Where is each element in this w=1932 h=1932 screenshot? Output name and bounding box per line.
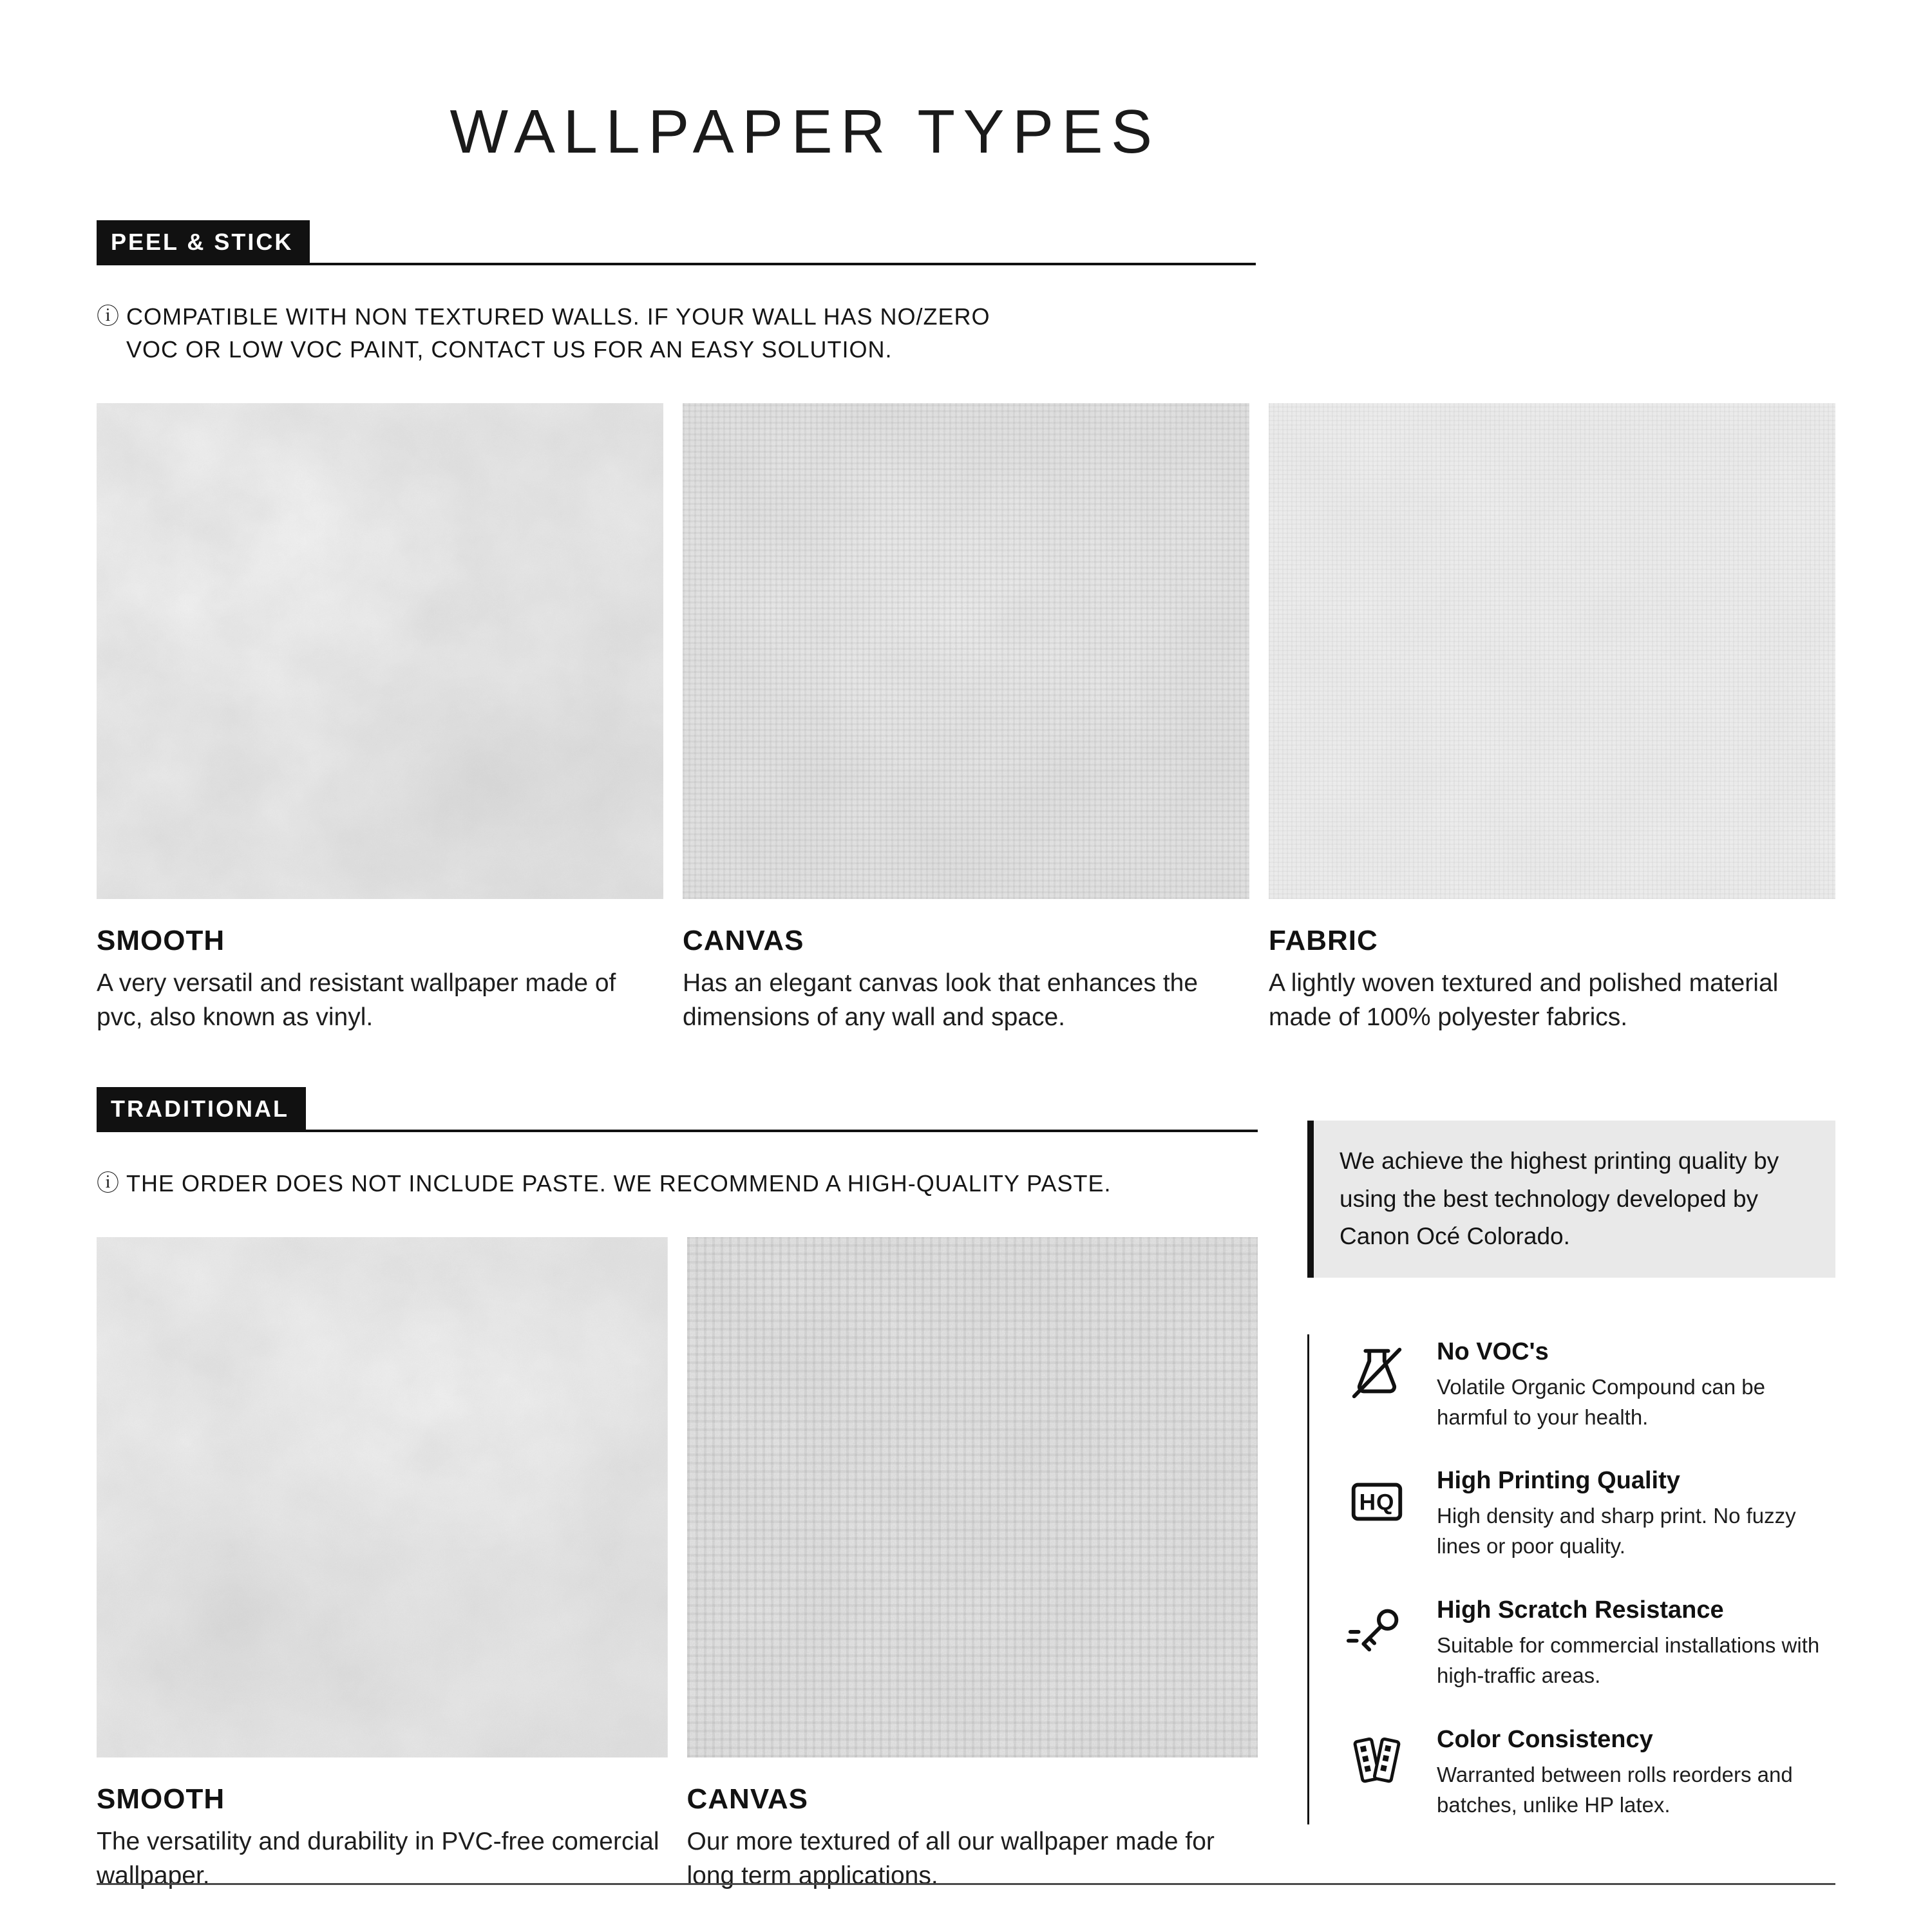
info-icon: ⓘ [97, 1171, 120, 1197]
peel-stick-swatch-row [97, 403, 1835, 1034]
bottom-divider [97, 1883, 1835, 1885]
swatch-caption [683, 925, 1249, 1034]
callout-text: We achieve the highest printing quality by using the best technology developed by Canon Océ Colorado. [1340, 1148, 1779, 1250]
section-header-traditional [97, 1087, 1258, 1132]
feature-scratch-resistance [1345, 1596, 1835, 1691]
feature-body [1437, 1596, 1835, 1691]
feature-body [1437, 1726, 1835, 1821]
texture-noise-overlay [687, 1237, 1258, 1757]
section-traditional [97, 1087, 1258, 1893]
section-header-peel-stick [97, 220, 1256, 265]
section-label-traditional: TRADITIONAL [97, 1087, 306, 1130]
feature-list [1307, 1334, 1835, 1824]
texture-sample-smooth-matte [97, 1237, 668, 1757]
printing-quality-callout [1307, 1121, 1835, 1277]
swatch-name: FABRIC [1269, 925, 1378, 957]
note-line-2: VOC OR LOW VOC PAINT, CONTACT US FOR AN EASY SOLUTION. [126, 336, 893, 363]
swatch-name: SMOOTH [97, 925, 225, 957]
swatch-description: A lightly woven textured and polished material made of 100% polyester fabrics. [1269, 969, 1779, 1032]
page-title: WALLPAPER TYPES [450, 97, 1160, 166]
feature-no-voc [1345, 1338, 1835, 1433]
swatch-description: A very versatil and resistant wallpaper made of pvc, also known as vinyl. [97, 969, 616, 1032]
feature-color-consistency [1345, 1726, 1835, 1821]
note-line-1: THE ORDER DOES NOT INCLUDE PASTE. WE RECOMMEND A HIGH-QUALITY PASTE. [126, 1170, 1112, 1197]
traditional-column [97, 1087, 1258, 1893]
swatch-card-smooth [97, 403, 663, 1034]
color-consistency-icon [1345, 1728, 1408, 1792]
swatch-description: Has an elegant canvas look that enhances the dimensions of any wall and space. [683, 969, 1198, 1032]
lower-area [97, 1087, 1835, 1893]
texture-noise-overlay [97, 403, 663, 899]
texture-sample-fabric-woven [1269, 403, 1835, 899]
texture-sample-canvas-rough [687, 1237, 1258, 1757]
traditional-swatch-row [97, 1237, 1258, 1893]
texture-noise-overlay [1269, 403, 1835, 899]
swatch-caption [97, 925, 663, 1034]
swatch-description: Our more textured of all our wallpaper made for long term applications. [687, 1828, 1215, 1890]
texture-sample-smooth-vinyl [97, 403, 663, 899]
section-label-peel-stick: PEEL & STICK [97, 220, 310, 263]
note-line-1: COMPATIBLE WITH NON TEXTURED WALLS. IF YOUR WALL HAS NO/ZERO [126, 303, 990, 330]
paste-note [97, 1167, 1258, 1200]
swatch-caption [97, 1783, 668, 1893]
feature-title: Color Consistency [1437, 1725, 1653, 1753]
swatch-caption [1269, 925, 1835, 1034]
swatch-name: SMOOTH [97, 1783, 225, 1815]
compatibility-note [97, 300, 1835, 366]
swatch-card-canvas [683, 403, 1249, 1034]
feature-description: High density and sharp print. No fuzzy lines or poor quality. [1437, 1504, 1796, 1558]
swatch-card-canvas-traditional [687, 1237, 1258, 1893]
no-voc-icon [1345, 1341, 1408, 1404]
feature-description: Suitable for commercial installations with high-traffic areas. [1437, 1633, 1820, 1687]
feature-title: High Printing Quality [1437, 1467, 1680, 1495]
swatch-description: The versatility and durability in PVC-free comercial wallpaper. [97, 1828, 659, 1890]
swatch-card-fabric [1269, 403, 1835, 1034]
feature-title: No VOC's [1437, 1338, 1549, 1365]
feature-body [1437, 1467, 1835, 1562]
feature-body [1437, 1338, 1835, 1433]
feature-title: High Scratch Resistance [1437, 1596, 1724, 1624]
scratch-resistance-icon [1345, 1599, 1408, 1662]
info-icon: ⓘ [97, 304, 120, 329]
feature-description: Volatile Organic Compound can be harmful to your health. [1437, 1374, 1765, 1429]
quality-sidebar [1307, 1087, 1835, 1824]
swatch-caption [687, 1783, 1258, 1893]
texture-noise-overlay [683, 403, 1249, 899]
texture-sample-canvas-weave [683, 403, 1249, 899]
swatch-name: CANVAS [683, 925, 804, 957]
section-peel-stick [97, 220, 1835, 1034]
hq-icon-label: HQ [1359, 1490, 1395, 1516]
hq-icon [1345, 1470, 1408, 1533]
feature-description: Warranted between rolls reorders and batches, unlike HP latex. [1437, 1762, 1793, 1817]
swatch-card-smooth-traditional [97, 1237, 668, 1893]
swatch-name: CANVAS [687, 1783, 809, 1815]
texture-noise-overlay [97, 1237, 668, 1757]
feature-high-printing-quality [1345, 1467, 1835, 1562]
